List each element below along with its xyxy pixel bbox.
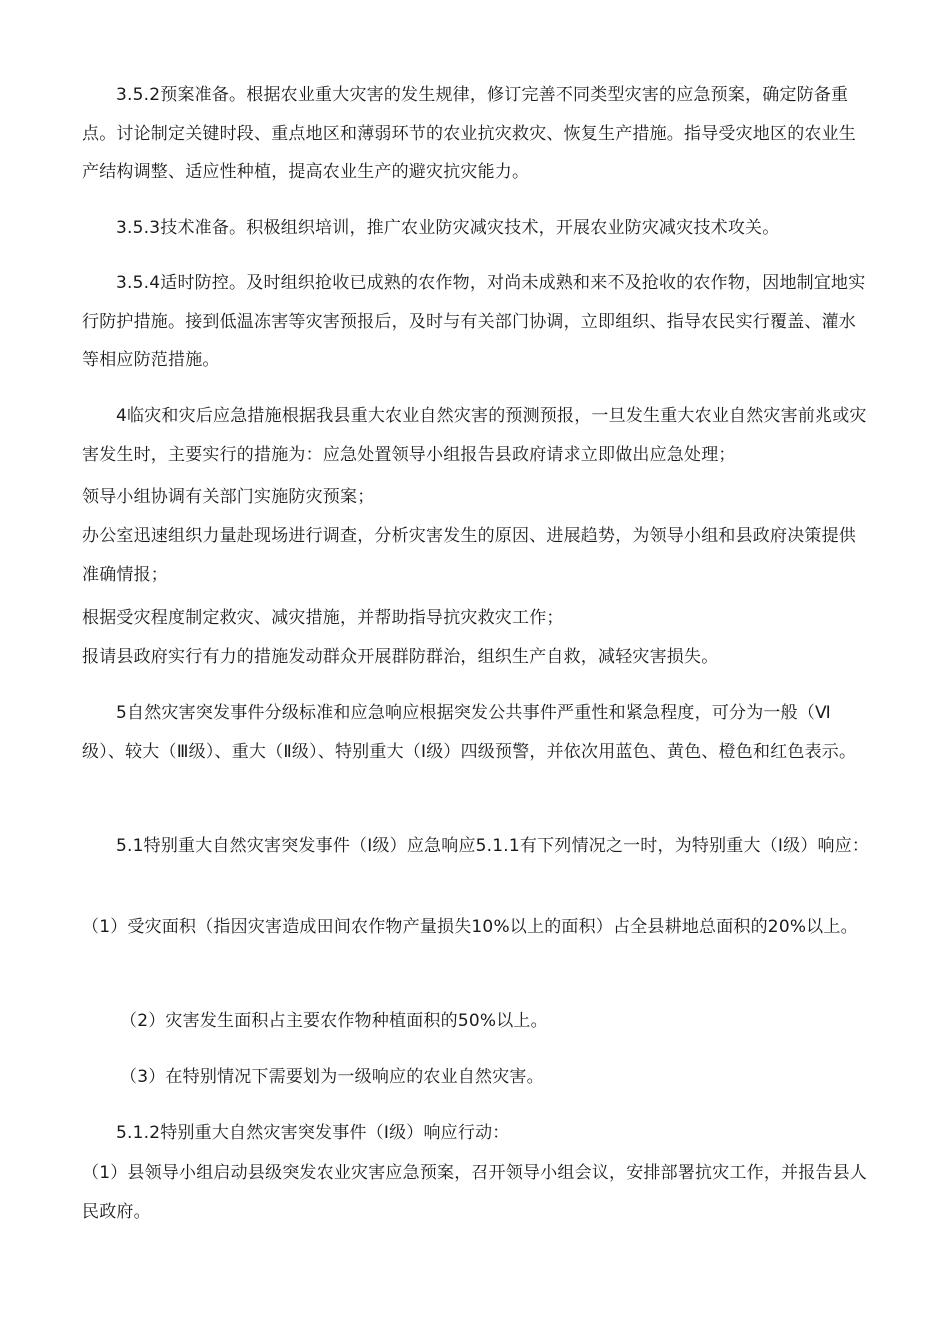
paragraph-action-1: （1）县领导小组启动县级突发农业灾害应急预案，召开领导小组会议，安排部署抗灾工作，并报告县人民政府。 — [82, 1163, 868, 1222]
paragraph-mobilize: 报请县政府实行有力的措施发动群众开展群防群治，组织生产自救，减轻灾害损失。 — [82, 647, 719, 667]
paragraph-office-investigation: 办公室迅速组织力量赴现场进行调查，分析灾害发生的原因、进展趋势，为领导小组和县政府决策提供准确情报； — [82, 526, 856, 585]
paragraph-3-5-4: 3.5.4适时防控。及时组织抢收已成熟的农作物，对尚未成熟和来不及抢收的农作物，因地制宜地实行防护措施。接到低温冻害等灾害预报后，及时与有关部门协调，立即组织、指导农民实行覆盖、灌水等相应防范措施。 — [82, 273, 866, 370]
paragraph-condition-3: （3）在特别情况下需要划为一级响应的农业自然灾害。 — [120, 1067, 544, 1087]
paragraph-5-classification: 5自然灾害突发事件分级标准和应急响应根据突发公共事件严重性和紧急程度，可分为一般（Ⅵ级）、较大（Ⅲ级）、重大（Ⅱ级）、特别重大（Ⅰ级）四级预警，并依次用蓝色、黄色、橙色和红色表示。 — [82, 703, 857, 762]
paragraph-relief-measures: 根据受灾程度制定救灾、减灾措施，并帮助指导抗灾救灾工作； — [82, 608, 564, 628]
paragraph-condition-1: （1）受灾面积（指因灾害造成田间农作物产量损失10%以上的面积）占全县耕地总面积的20%以上。 — [82, 917, 858, 937]
paragraph-5-1: 5.1特别重大自然灾害突发事件（Ⅰ级）应急响应5.1.1有下列情况之一时，为特别重大（Ⅰ级）响应： — [116, 836, 870, 856]
paragraph-3-5-2: 3.5.2预案准备。根据农业重大灾害的发生规律，修订完善不同类型灾害的应急预案，确定防备重点。讨论制定关键时段、重点地区和薄弱环节的农业抗灾救灾、恢复生产措施。指导受灾地区的农业生产结构调整、适应性种植，提高农业生产的避灾抗灾能力。 — [82, 85, 856, 182]
paragraph-5-1-2: 5.1.2特别重大自然灾害突发事件（Ⅰ级）响应行动： — [116, 1123, 510, 1143]
paragraph-3-5-3: 3.5.3技术准备。积极组织培训，推广农业防灾减灾技术，开展农业防灾减灾技术攻关。 — [116, 218, 780, 238]
paragraph-coordinate: 领导小组协调有关部门实施防灾预案； — [82, 487, 375, 507]
paragraph-4-measures: 4临灾和灾后应急措施根据我县重大农业自然灾害的预测预报，一旦发生重大农业自然灾害前兆或灾害发生时，主要实行的措施为：应急处置领导小组报告县政府请求立即做出应急处理； — [82, 406, 867, 465]
paragraph-condition-2: （2）灾害发生面积占主要农作物种植面积的50%以上。 — [120, 1011, 548, 1031]
